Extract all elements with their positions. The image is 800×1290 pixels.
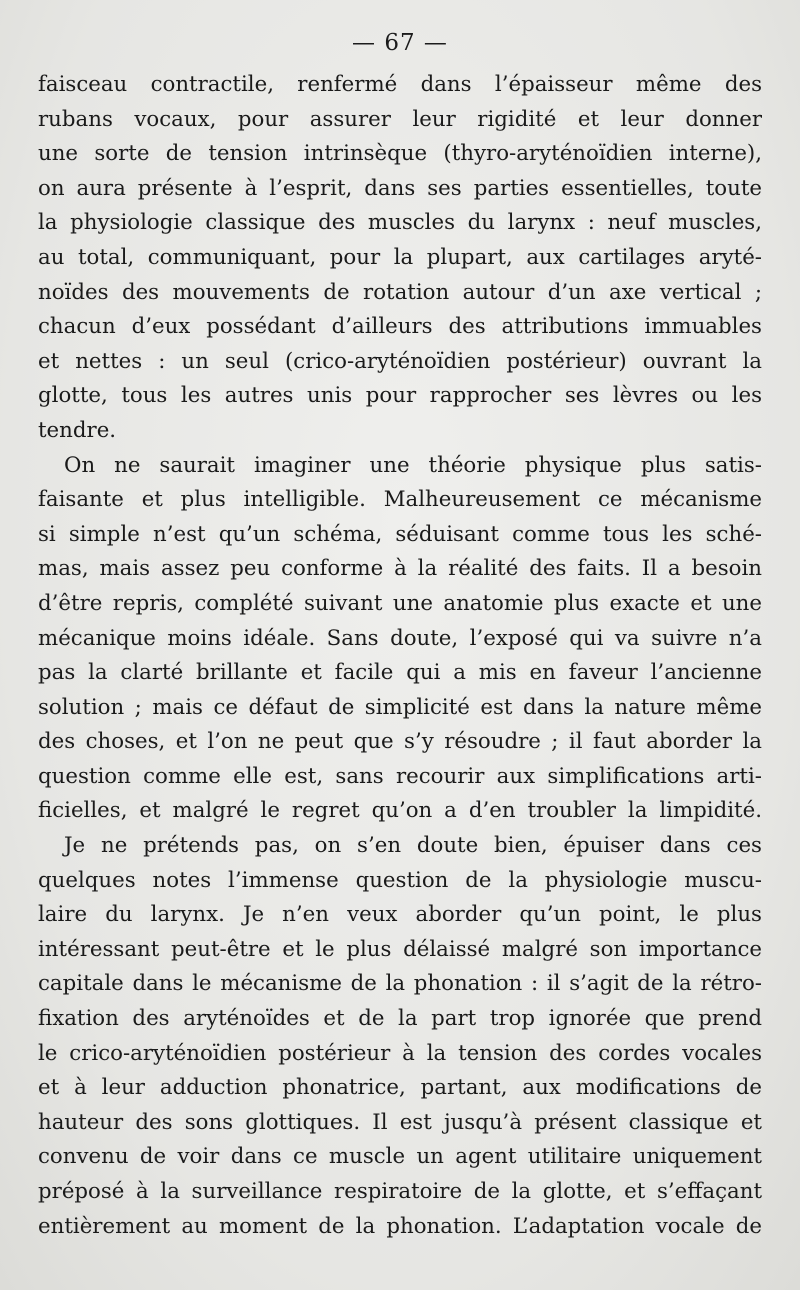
text-line: intéressant peut-être et le plus délaissé malgré son importance (38, 936, 762, 962)
text-line: convenu de voir dans ce muscle un agent utilitaire uniquement (38, 1144, 762, 1170)
text-line: fixation des aryténoïdes et de la part trop ignorée que prend (38, 1006, 762, 1032)
text-line: noïdes des mouvements de rotation autour d’un axe vertical ; (38, 279, 762, 305)
text-line: On ne saurait imaginer une théorie physique plus satis- (64, 452, 762, 478)
text-line: Je ne prétends pas, on s’en doute bien, épuiser dans ces (64, 833, 762, 859)
paragraph-1 (38, 68, 762, 449)
text-line: préposé à la surveillance respiratoire de la glotte, et s’effaçant (38, 1179, 762, 1204)
text-line: quelques notes l’immense question de la physiologie muscu- (38, 867, 762, 893)
text-line: le crico-aryténoïdien postérieur à la tension des cordes vocales (38, 1040, 762, 1066)
text-line: laire du larynx. Je n’en veux aborder qu’un point, le plus (38, 902, 762, 928)
text-line: capitale dans le mécanisme de la phonation : il s’agit de la rétro- (38, 971, 762, 997)
text-line: mécanique moins idéale. Sans doute, l’exposé qui va suivre n’a (38, 625, 762, 651)
text-line: hauteur des sons glottiques. Il est jusqu’à présent classique et (38, 1109, 762, 1135)
text-line: tendre. (38, 417, 117, 443)
text-line: pas la clarté brillante et facile qui a mis en faveur l’ancienne (38, 660, 762, 686)
text-line: et à leur adduction phonatrice, partant, aux modifications de (38, 1075, 762, 1101)
text-line: et nettes : un seul (crico-aryténoïdien postérieur) ouvrant la (38, 348, 762, 374)
text-line: une sorte de tension intrinsèque (thyro-aryténoïdien interne), (38, 141, 762, 167)
text-line: faisceau contractile, renfermé dans l’épaisseur même des (38, 72, 762, 97)
text-line: solution ; mais ce défaut de simplicité est dans la nature même (38, 694, 762, 720)
text-line: entièrement au moment de la phonation. L’adaptation vocale de (38, 1213, 762, 1239)
paragraph-2 (38, 449, 762, 830)
text-line: chacun d’eux possédant d’ailleurs des attributions immuables (38, 314, 762, 340)
text-line: la physiologie classique des muscles du larynx : neuf muscles, (38, 210, 762, 236)
text-line: rubans vocaux, pour assurer leur rigidité et leur donner (38, 106, 762, 132)
text-line: ficielles, et malgré le regret qu’on a d’en troubler la limpidité. (38, 798, 762, 824)
text-line: si simple n’est qu’un schéma, séduisant comme tous les sché- (38, 521, 762, 547)
text-line: mas, mais assez peu conforme à la réalité des faits. Il a besoin (38, 556, 762, 582)
text-line: des choses, et l’on ne peut que s’y résoudre ; il faut aborder la (38, 729, 762, 755)
body-text (38, 68, 762, 1244)
page-number: — 67 — (352, 30, 448, 56)
text-line: on aura présente à l’esprit, dans ses parties essentielles, toute (38, 175, 762, 201)
text-line: au total, communiquant, pour la plupart, aux cartilages aryté- (38, 244, 762, 270)
text-line: faisante et plus intelligible. Malheureusement ce mécanisme (38, 487, 762, 513)
text-line: question comme elle est, sans recourir aux simplifications arti- (38, 763, 762, 789)
text-line: glotte, tous les autres unis pour rapprocher ses lèvres ou les (38, 383, 762, 409)
text-line: d’être repris, complété suivant une anatomie plus exacte et une (38, 590, 762, 616)
paragraph-3 (38, 829, 762, 1244)
